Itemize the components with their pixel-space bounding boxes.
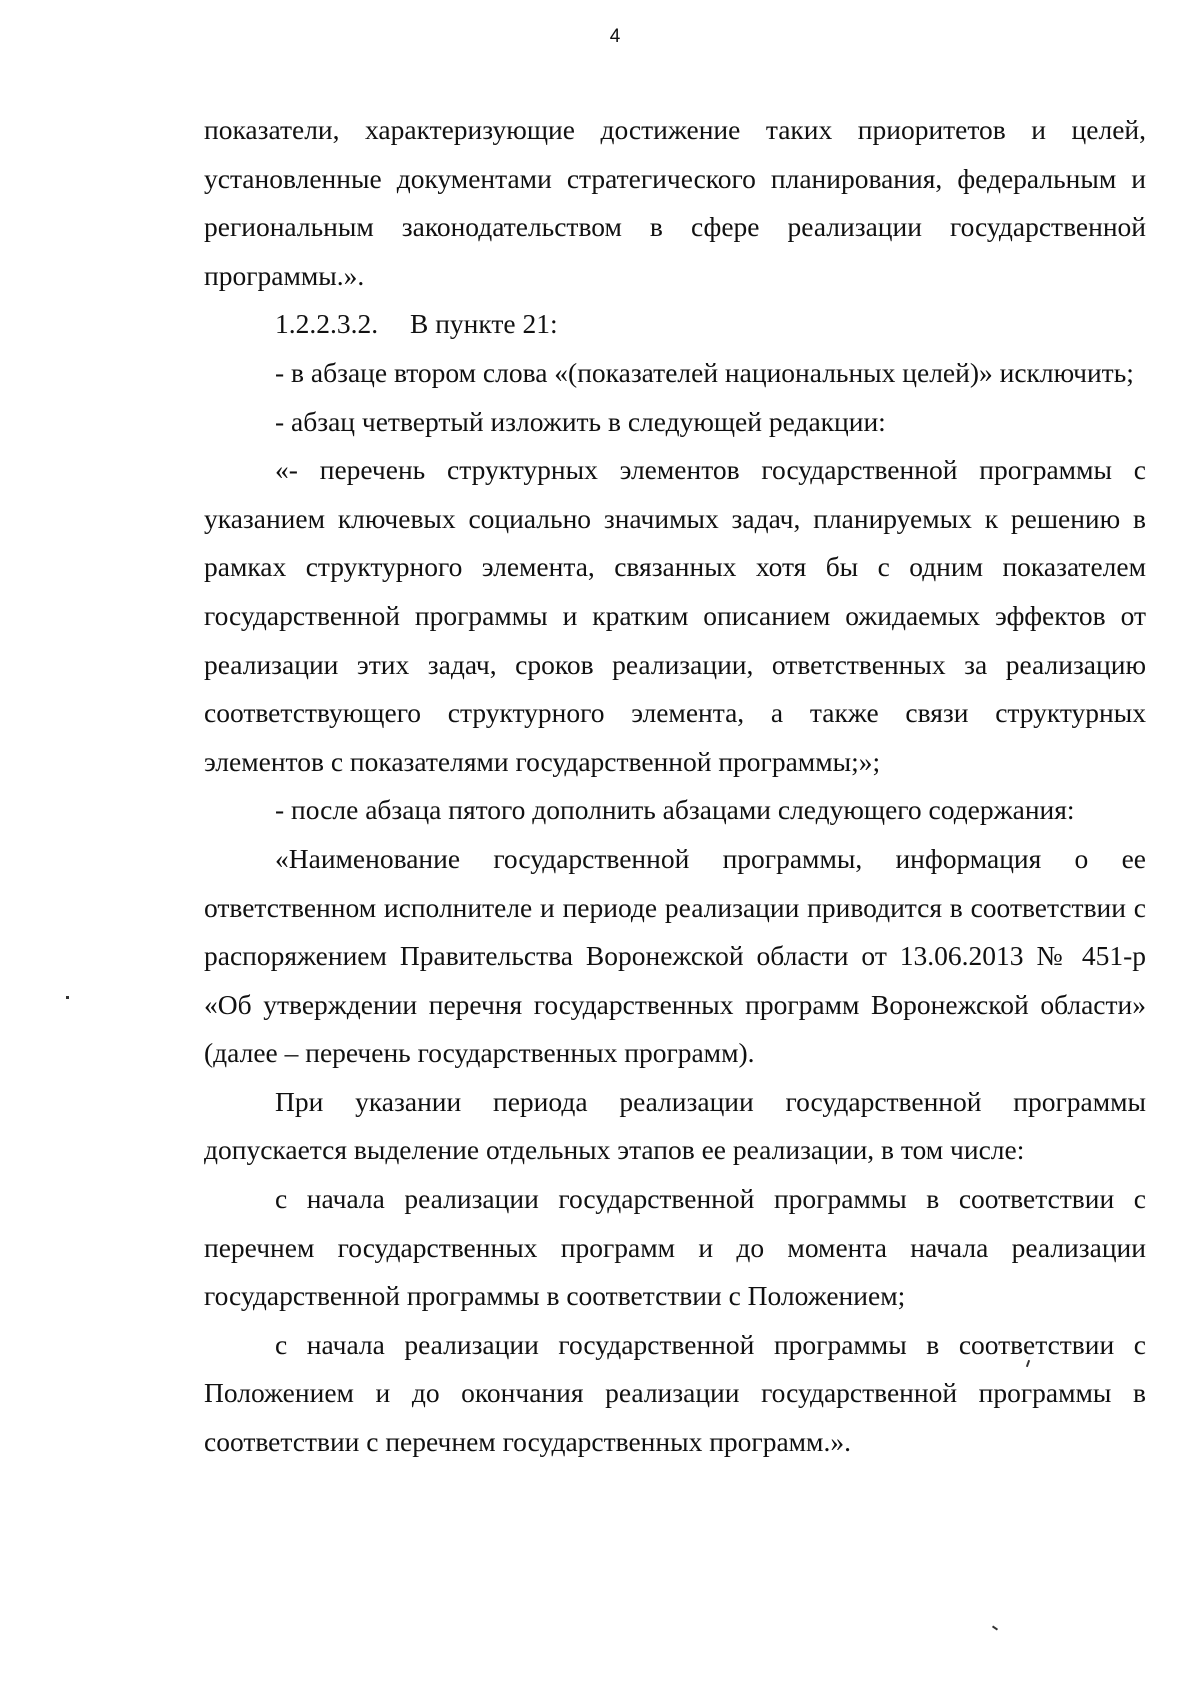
paragraph-3: - в абзаце втором слова «(показателей национальных целей)» исключить; [275,356,1134,388]
document-body [204,106,1146,1467]
paragraph-2 [204,300,1146,349]
paragraph-1: показатели, характеризующие достижение таких приоритетов и целей, установленные документами стратегического планирования, федеральным и региональным законодательством в сфере реализации государственной программы.». [204,114,1146,291]
paragraph-10: с начала реализации государственной программы в соответствии с Положением и до окончания реализации государственной программы в соответствии с перечнем государственных программ.». [204,1328,1146,1458]
clause-text: В пункте 21: [410,308,558,340]
paragraph-6: - после абзаца пятого дополнить абзацами следующего содержания: [275,794,1075,826]
paragraph-4: - абзац четвертый изложить в следующей редакции: [275,405,886,437]
paragraph-9: с начала реализации государственной программы в соответствии с перечнем государственных программ и до момента начала реализации государственной программы в соответствии с Положением; [204,1183,1146,1312]
clause-number: 1.2.2.3.2. [275,308,379,340]
paragraph-8: При указании периода реализации государственной программы допускается выделение отдельных этапов ее реализации, в том числе: [204,1085,1146,1166]
page-number: 4 [609,26,621,47]
paragraph-7: «Наименование государственной программы, информация о ее ответственном исполнителе и периоде реализации приводится в соответствии с распоряжением Правительства Воронежской области от 13.06.2013 № 451-р «Об утверждении перечня государственных программ Воронежской области» (далее – перечень государственных программ). [204,842,1146,1069]
scan-speck [66,996,69,999]
paragraph-5: «- перечень структурных элементов государственной программы с указанием ключевых социально значимых задач, планируемых к решению в рамках структурного элемента, связанных хотя бы с одним показателем государственной программы и кратким описанием ожидаемых эффектов от реализации этих задач, сроков реализации, ответственных за реализацию соответствующего структурного элемента, а также связи структурных элементов с показателями государственной программы;»; [204,454,1146,777]
scan-speck [992,1625,998,1630]
